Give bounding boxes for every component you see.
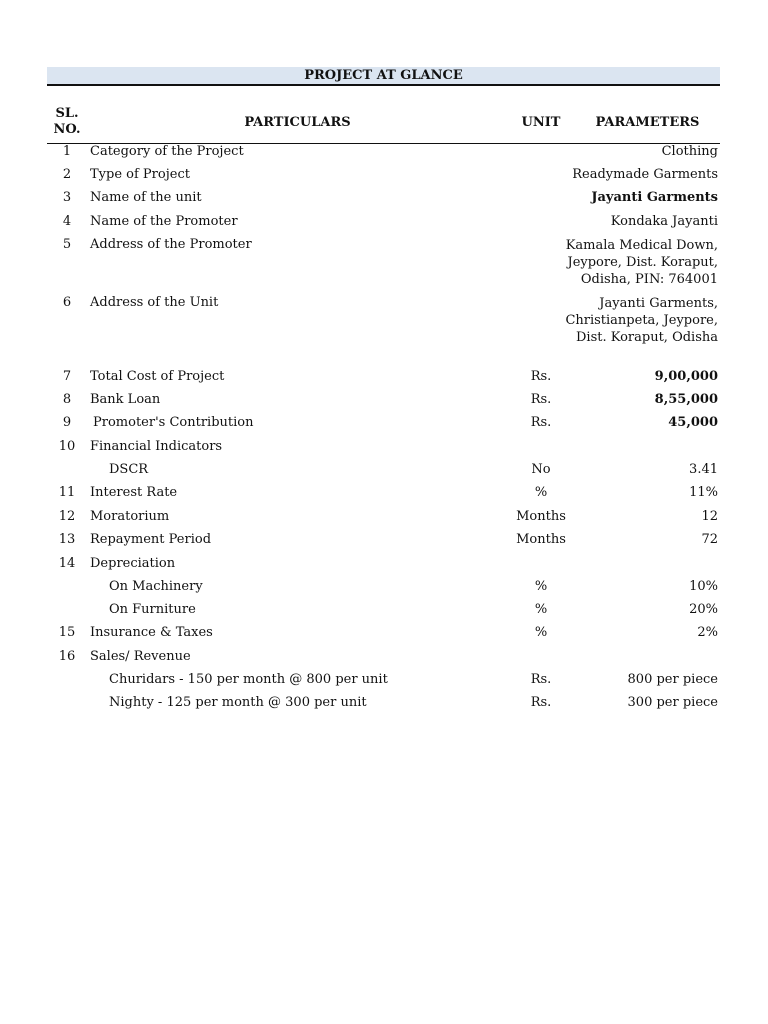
- row-sl: 7: [62, 369, 72, 384]
- row-unit: Rs.: [530, 695, 552, 710]
- row-value: 20%: [689, 602, 718, 617]
- row-sl: 15: [58, 625, 76, 640]
- row-sl: 5: [62, 237, 72, 252]
- row-sl: 16: [58, 649, 76, 664]
- row-particular: On Furniture: [109, 602, 196, 617]
- page-title: PROJECT AT GLANCE: [47, 67, 720, 86]
- row-particular: Sales/ Revenue: [90, 649, 191, 664]
- row-unit: %: [534, 602, 548, 617]
- row-unit: %: [534, 485, 548, 500]
- row-value: Jayanti Garments: [591, 190, 718, 205]
- row-unit: Rs.: [530, 392, 552, 407]
- row-particular: DSCR: [109, 462, 149, 477]
- row-particular: Repayment Period: [90, 532, 212, 547]
- row-particular: Insurance & Taxes: [90, 625, 213, 640]
- row-value-multiline: [518, 237, 718, 288]
- row-value: 2%: [697, 625, 718, 640]
- header-sl-no: [47, 106, 87, 138]
- row-value: Readymade Garments: [572, 167, 718, 182]
- row-particular: Type of Project: [90, 167, 190, 182]
- row-sl: 1: [62, 144, 72, 159]
- row-value: 12: [701, 509, 718, 524]
- row-particular: Name of the Promoter: [90, 214, 238, 229]
- header-unit: UNIT: [521, 115, 561, 130]
- value-line: Jeypore, Dist. Koraput,: [567, 255, 718, 270]
- row-sl: 13: [58, 532, 76, 547]
- row-value: Clothing: [661, 144, 718, 159]
- row-particular: Moratorium: [90, 509, 170, 524]
- row-unit: Rs.: [530, 415, 552, 430]
- row-sl: 8: [62, 392, 72, 407]
- row-particular: Total Cost of Project: [90, 369, 225, 384]
- row-particular: Name of the unit: [90, 190, 202, 205]
- row-unit: No: [531, 462, 551, 477]
- row-value: 9,00,000: [654, 369, 718, 384]
- row-sl: 6: [62, 295, 72, 310]
- row-value-multiline: [518, 295, 718, 346]
- row-unit: Rs.: [530, 672, 552, 687]
- row-value: 11%: [689, 485, 718, 500]
- header-sl-line1: SL.: [55, 106, 79, 121]
- row-value: Kondaka Jayanti: [610, 214, 718, 229]
- row-particular: Address of the Unit: [90, 295, 219, 310]
- row-sl: 3: [62, 190, 72, 205]
- row-unit: %: [534, 579, 548, 594]
- row-sl: 11: [58, 485, 76, 500]
- value-line: Christianpeta, Jeypore,: [565, 313, 718, 328]
- row-value: 300 per piece: [627, 695, 718, 710]
- row-particular: Promoter's Contribution: [93, 415, 254, 430]
- value-line: Kamala Medical Down,: [565, 238, 718, 253]
- row-particular: Interest Rate: [90, 485, 178, 500]
- row-value: 72: [701, 532, 718, 547]
- row-sl: 4: [62, 214, 72, 229]
- row-particular: Nighty - 125 per month @ 300 per unit: [109, 695, 367, 710]
- row-particular: Bank Loan: [90, 392, 161, 407]
- row-sl: 10: [58, 439, 76, 454]
- row-particular: Category of the Project: [90, 144, 244, 159]
- row-value: 3.41: [689, 462, 718, 477]
- row-particular: Depreciation: [90, 556, 176, 571]
- row-particular: Financial Indicators: [90, 439, 223, 454]
- row-sl: 2: [62, 167, 72, 182]
- row-particular: Address of the Promoter: [90, 237, 252, 252]
- row-sl: 14: [58, 556, 76, 571]
- row-value: 10%: [689, 579, 718, 594]
- value-line: Dist. Koraput, Odisha: [575, 330, 718, 345]
- row-value: 45,000: [668, 415, 718, 430]
- row-sl: 12: [58, 509, 76, 524]
- row-unit: Rs.: [530, 369, 552, 384]
- row-value: 800 per piece: [627, 672, 718, 687]
- value-line: Odisha, PIN: 764001: [580, 272, 718, 287]
- row-sl: 9: [62, 415, 72, 430]
- value-line: Jayanti Garments,: [599, 296, 718, 311]
- row-particular: Churidars - 150 per month @ 800 per unit: [109, 672, 388, 687]
- row-unit: Months: [516, 509, 566, 524]
- header-sl-line2: NO.: [53, 122, 81, 137]
- row-value: 8,55,000: [654, 392, 718, 407]
- header-parameters: PARAMETERS: [595, 115, 700, 130]
- header-particulars: PARTICULARS: [244, 115, 351, 130]
- row-unit: %: [534, 625, 548, 640]
- row-unit: Months: [516, 532, 566, 547]
- row-particular: On Machinery: [109, 579, 203, 594]
